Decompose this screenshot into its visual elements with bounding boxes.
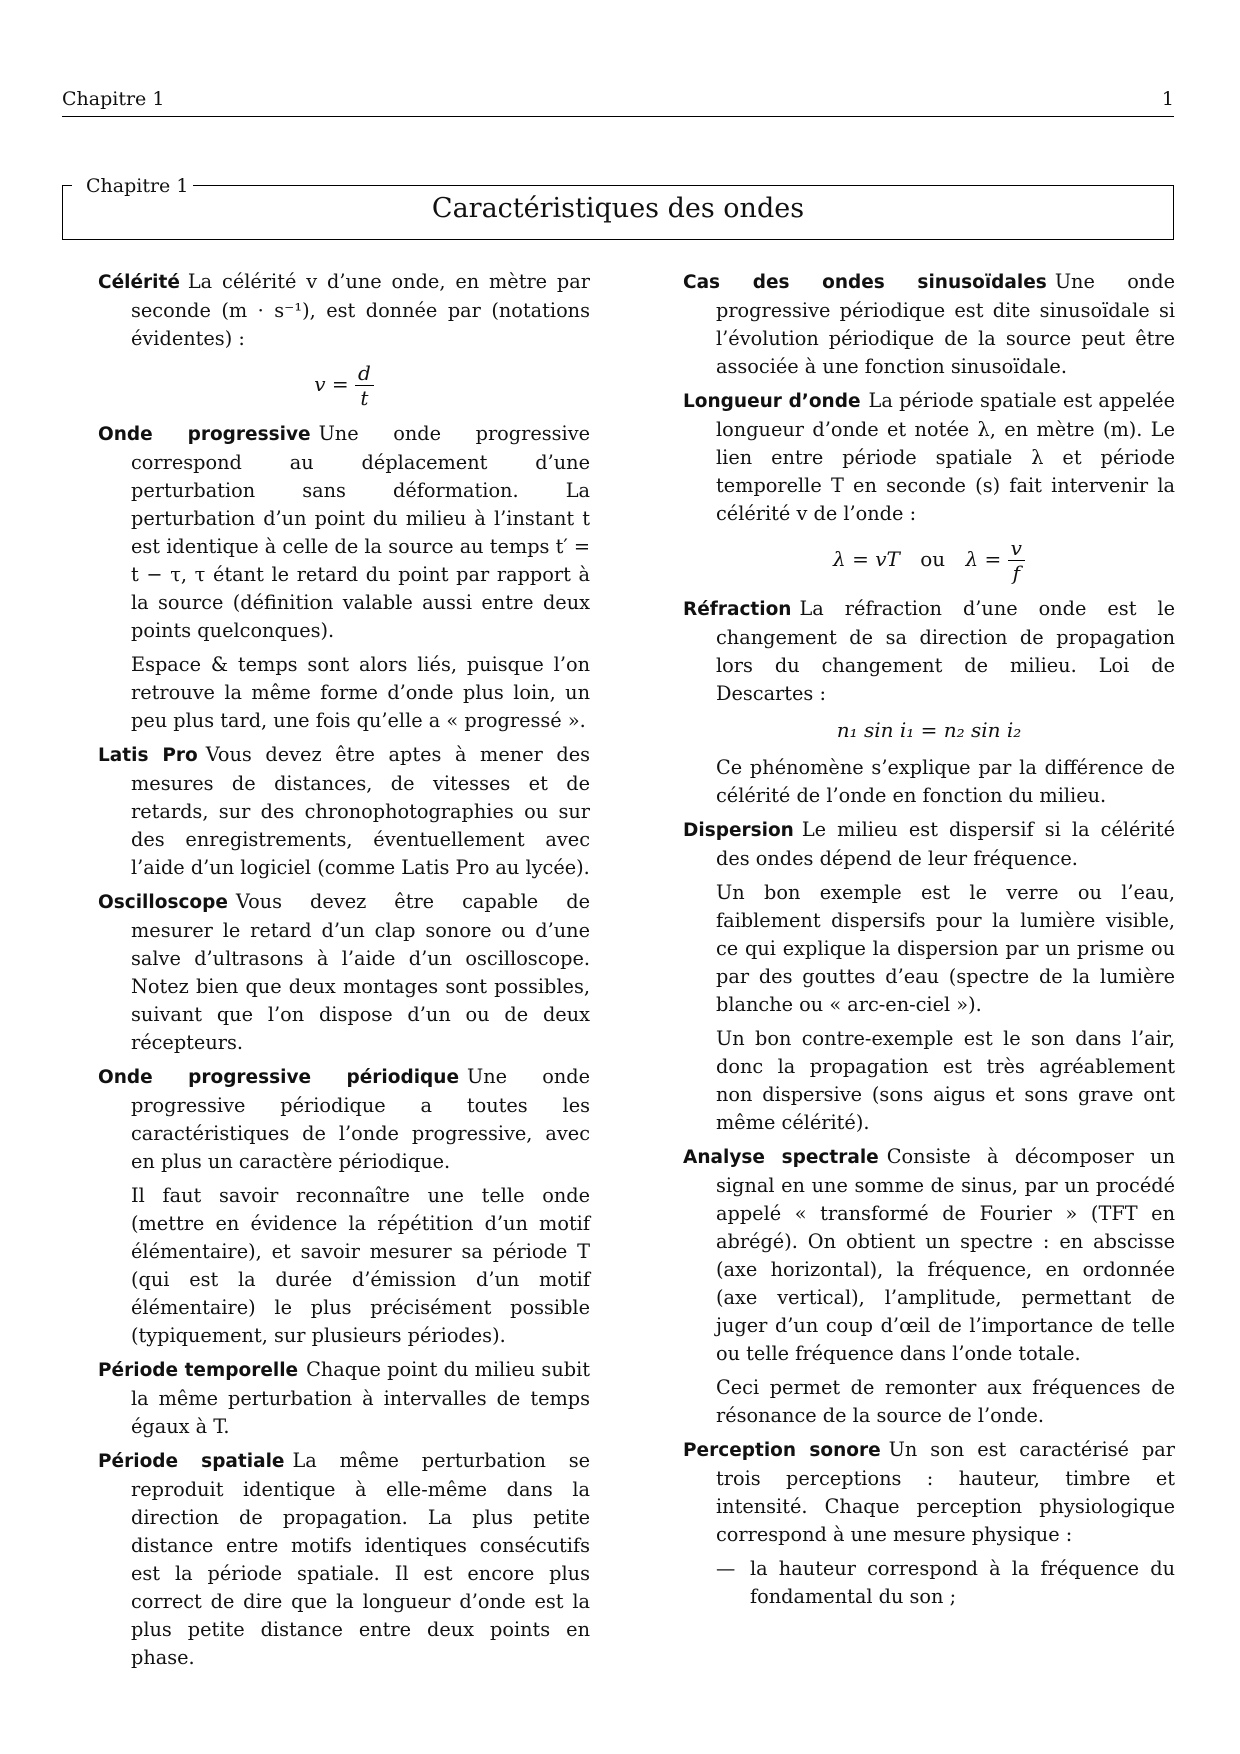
entry-perception-sonore [683,1436,1175,1549]
running-header [62,88,1174,117]
onde-progressive-para2: Espace & temps sont alors liés, puisque l’on retrouve la même forme d’onde plus loin, un peu plus tard, une fois qu’elle a « progressé ». [131,653,590,732]
onde-periodique-text: Une onde progressive périodique a toutes les caractéristiques de l’onde progressive, avec en plus un caractère périodique. [131,1065,590,1173]
term-celerite: Célérité [98,272,180,293]
term-dispersion: Dispersion [683,820,794,841]
formula-celerite [98,361,590,410]
term-perception-sonore: Perception sonore [683,1440,881,1461]
entry-periode-temporelle [98,1356,590,1441]
term-sinusoidales: Cas des ondes sinusoïdales [683,272,1047,293]
entry-sinusoidales [683,268,1175,381]
onde-periodique-para2: Il faut savoir reconnaître une telle onde (mettre en évidence la répétition d’un motif élémentaire), et savoir mesurer sa période T (qui est la durée d’émission d’un motif élémentaire) le plus précisément possible (typiquement, sur plusieurs périodes). [131,1184,590,1347]
refraction-text: La réfraction d’une onde est le changement de sa direction de propagation lors du changement de milieu. Loi de Descartes : [716,597,1175,705]
entry-longueur-onde [683,387,1175,528]
term-periode-temporelle: Période temporelle [98,1360,299,1381]
refraction-para2: Ce phénomène s’explique par la différence de célérité de l’onde en fonction du milieu. [716,756,1175,807]
entry-refraction [683,595,1175,708]
oscilloscope-text: Vous devez être capable de mesurer le retard d’un clap sonore ou d’une salve d’ultrasons à l’aide d’un oscilloscope. Notez bien que deux montages sont possibles, suivant que l’on dispose d’un ou de deux récepteurs. [131,890,590,1054]
formula-lambda-den: f [1012,561,1020,585]
box-corner-line [62,185,72,186]
celerite-text: La célérité v d’une onde, en mètre par seconde (m · s⁻¹), est donnée par (notations évidentes) : [131,270,590,350]
page-number: 1 [1161,88,1174,110]
dispersion-para2: Un bon exemple est le verre ou l’eau, faiblement dispersifs pour la lumière visible, ce qui explique la dispersion par un prisme ou par des gouttes d’eau (spectre de la lumière blanche ou « arc-en-ciel »). [716,881,1175,1016]
right-column [683,268,1175,1611]
formula-celerite-lhs: v = [314,372,349,396]
term-onde-periodique: Onde progressive périodique [98,1067,460,1088]
term-periode-spatiale: Période spatiale [98,1451,285,1472]
term-analyse-spectrale: Analyse spectrale [683,1147,879,1168]
formula-ou: ou [920,547,946,571]
formula-lambda-fraction [1008,536,1025,585]
formula-longueur-onde [683,536,1175,585]
formula-descartes: n₁ sin i₁ = n₂ sin i₂ [836,718,1022,742]
sinusoidales-text: Une onde progressive périodique est dite sinusoïdale si l’évolution périodique de la source peut être associée à une fonction sinusoïdale. [716,270,1175,378]
formula-lambda-lhs: λ = [965,547,1002,571]
periode-temporelle-text: Chaque point du milieu subit la même perturbation à intervalles de temps égaux à T. [131,1358,590,1438]
formula-lambda-vt: λ = vT [833,547,900,571]
dispersion-para3: Un bon contre-exemple est le son dans l’air, donc la propagation est très agréablement non dispersive (sons aigus et sons grave ont même célérité). [716,1027,1175,1134]
bullet-dash: — [716,1557,736,1580]
entry-analyse-spectrale [683,1143,1175,1368]
analyse-spectrale-para2: Ceci permet de remonter aux fréquences de résonance de la source de l’onde. [716,1376,1175,1427]
dispersion-text: Le milieu est dispersif si la célérité des ondes dépend de leur fréquence. [716,818,1175,870]
formula-lambda-num: v [1008,536,1025,561]
entry-latis-pro [98,741,590,882]
entry-onde-progressive [98,420,590,645]
chapter-label: Chapitre 1 [82,175,192,197]
left-column [98,268,590,1678]
analyse-spectrale-text: Consiste à décomposer un signal en une somme de sinus, par un procédé appelé « transformé de Fourier » (TFT en abrégé). On obtient un spectre : en abscisse (axe horizontal), la fréquence, en ordonnée (axe vertical), l’amplitude, permettant de juger d’un coup d’œil de l’importance de telle ou telle fréquence dans l’onde totale. [716,1145,1176,1365]
term-onde-progressive: Onde progressive [98,424,311,445]
term-longueur-onde: Longueur d’onde [683,391,861,412]
periode-spatiale-text: La même perturbation se reproduit identique à elle-même dans la direction de propagation. La plus petite distance entre motifs identiques consécutifs est la période spatiale. Il est encore plus correct de dire que la longueur d’onde est la plus petite distance entre deux points en phase. [131,1449,591,1669]
entry-periode-spatiale [98,1447,590,1672]
chapter-title: Caractéristiques des ondes [431,193,805,224]
latis-pro-text: Vous devez être aptes à mener des mesures de distances, de vitesses et de retards, sur des chronophotographies ou sur des enregistrements, éventuellement avec l’aide d’un logiciel (comme Latis Pro au lycée). [131,743,590,879]
bullet-hauteur-text: la hauteur correspond à la fréquence du fondamental du son ; [750,1557,1175,1608]
longueur-onde-text: La période spatiale est appelée longueur d’onde et notée λ, en mètre (m). Le lien entre période spatiale λ et période temporelle T en seconde (s) fait intervenir la célérité v de l’onde : [716,389,1175,525]
formula-celerite-den: t [360,386,369,410]
onde-progressive-text: Une onde progressive correspond au déplacement d’une perturbation sans déformation. La perturbation d’un point du milieu à l’instant t est identique à celle de la source au temps t′ = t − τ, τ étant le retard du point par rapport à la source (définition valable aussi entre deux points quelconques). [131,422,591,642]
term-oscilloscope: Oscilloscope [98,892,228,913]
entry-oscilloscope [98,888,590,1057]
entry-onde-periodique [98,1063,590,1176]
term-latis-pro: Latis Pro [98,745,198,766]
perception-sonore-text: Un son est caractérisé par trois perceptions : hauteur, timbre et intensité. Chaque perception physiologique correspond à une mesure physique : [716,1438,1175,1546]
box-top-line [193,185,1174,186]
header-chapter: Chapitre 1 [62,88,165,110]
entry-dispersion [683,816,1175,873]
term-refraction: Réfraction [683,599,792,620]
formula-celerite-num: d [355,361,374,386]
entry-celerite [98,268,590,353]
perception-bullet-hauteur [716,1555,1175,1611]
formula-celerite-fraction [355,361,374,410]
